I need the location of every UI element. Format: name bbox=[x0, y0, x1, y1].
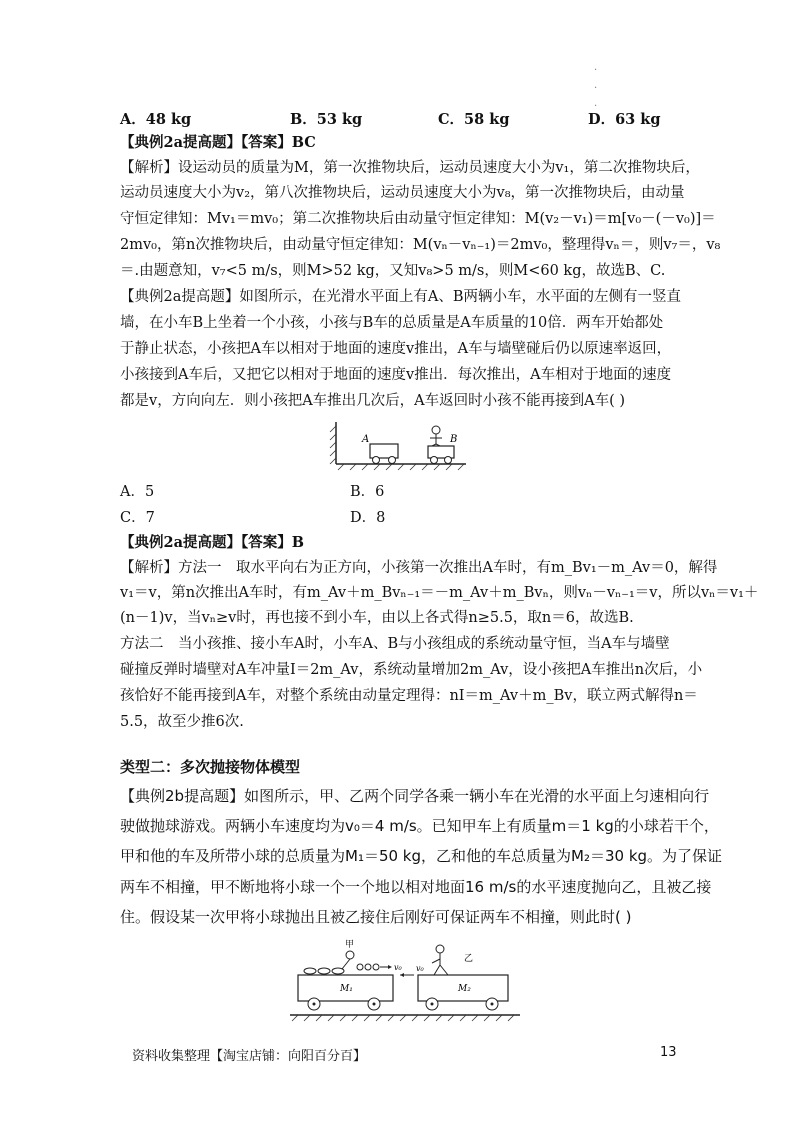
question-line: 甲和他的车及所带小球的总质量为M₁＝50 kg，乙和他的车总质量为M₂＝30 kg。为了保证 bbox=[120, 847, 723, 865]
ball-throw-figure bbox=[290, 935, 520, 1025]
analysis-line: 5.5，故至少推6次. bbox=[120, 714, 244, 730]
analysis-line: (n－1)v，当vₙ≥v时，再也接不到小车，由以上各式得n≥5.5，取n＝6，故选B. bbox=[120, 610, 634, 626]
question-line: 住。假设某一次甲将小球抛出且被乙接住后刚好可保证两车不相撞，则此时( ) bbox=[120, 908, 632, 926]
analysis-line: 碰撞反弹时墙壁对A车冲量I＝2m_Av，系统动量增加2m_Av，设小孩把A车推出n次后，小 bbox=[120, 662, 703, 678]
cart-b-label: B bbox=[450, 434, 458, 445]
analysis-line: 【解析】方法一 取水平向右为正方向，小孩第一次推出A车时，有m_Bv₁－m_Av＝0，解得 bbox=[120, 560, 718, 576]
analysis-line: 2mv₀，第n次推物块后，由动量守恒定律知：M(vₙ－vₙ₋₁)＝2mv₀，整理得vₙ＝，则v₇＝，v₈ bbox=[120, 237, 721, 253]
analysis-line: 孩恰好不能再接到A车，对整个系统由动量定理得：nI＝m_Av＋m_Bv，联立两式解得n＝ bbox=[120, 688, 698, 704]
cart-wall-figure bbox=[330, 420, 470, 472]
question-line: 于静止状态，小孩把A车以相对于地面的速度v推出，A车与墙壁碰后仍以原速率返回， bbox=[120, 341, 672, 357]
analysis-line: 方法二 当小孩推、接小车A时，小车A、B与小孩组成的系统动量守恒，当A车与墙壁 bbox=[120, 636, 670, 652]
option-c: C．58 kg bbox=[438, 111, 510, 128]
cart-a-label: A bbox=[362, 434, 370, 445]
question-line: 【典例2b提高题】如图所示，甲、乙两个同学各乘一辆小车在光滑的水平面上匀速相向行 bbox=[120, 787, 710, 805]
question-line: 墙，在小车B上坐着一个小孩，小孩与B车的总质量是A车质量的10倍．两车开始都处 bbox=[120, 315, 664, 331]
answer-header: 【典例2a提高题】【答案】BC bbox=[120, 134, 316, 151]
question-line: 小孩接到A车后，又把它以相对于地面的速度v推出．每次推出，A车相对于地面的速度 bbox=[120, 367, 672, 383]
margin-dot: . bbox=[594, 62, 598, 73]
person-yi-label: 乙 bbox=[464, 954, 474, 964]
analysis-line: 【解析】设运动员的质量为M，第一次推物块后，运动员速度大小为v₁，第二次推物块后， bbox=[120, 160, 700, 176]
analysis-line: v₁＝v，第n次推出A车时，有m_Av＋m_Bvₙ₋₁＝－m_Av＋m_Bvₙ，则vₙ－vₙ₋₁＝v，所以vₙ＝v₁＋ bbox=[120, 585, 759, 601]
analysis-line: ＝.由题意知，v₇<5 m/s，则M>52 kg，又知v₈>5 m/s，则M<60 kg，故选B、C. bbox=[120, 263, 666, 279]
analysis-line: 运动员速度大小为v₂，第八次推物块后，运动员速度大小为v₈，第一次推物块后，由动量 bbox=[120, 185, 685, 201]
option-d: D．8 bbox=[350, 510, 386, 526]
option-d: D．63 kg bbox=[588, 111, 661, 128]
mass-label-2: M₂ bbox=[458, 984, 471, 994]
analysis-line: 守恒定律知：Mv₁＝mv₀；第二次推物块后由动量守恒定律知：M(v₂－v₁)＝m[v₀－(－v₀)]＝ bbox=[120, 211, 716, 227]
option-a: A．48 kg bbox=[120, 111, 192, 128]
question-line: 驶做抛球游戏。两辆小车速度均为v₀＝4 m/s。已知甲车上有质量m＝1 kg的小球若干个， bbox=[120, 817, 719, 835]
person-jia-label: 甲 bbox=[345, 940, 355, 950]
option-b: B．6 bbox=[350, 484, 385, 500]
margin-dot: . bbox=[594, 80, 598, 91]
mass-label-1: M₁ bbox=[340, 984, 353, 994]
option-a: A．5 bbox=[120, 484, 155, 500]
answer-header: 【典例2a提高题】【答案】B bbox=[120, 534, 304, 551]
velocity-label-1: v₀ bbox=[394, 963, 402, 972]
page-number: 13 bbox=[660, 1045, 677, 1060]
footer-source: 资料收集整理【淘宝店铺：向阳百分百】 bbox=[132, 1049, 367, 1064]
section-heading: 类型二：多次抛接物体模型 bbox=[120, 758, 301, 776]
question-line: 都是v，方向向左．则小孩把A车推出几次后，A车返回时小孩不能再接到A车( ) bbox=[120, 393, 626, 409]
option-c: C．7 bbox=[120, 510, 155, 526]
option-b: B．53 kg bbox=[290, 111, 363, 128]
question-line: 【典例2a提高题】如图所示，在光滑水平面上有A、B两辆小车，水平面的左侧有一竖直 bbox=[120, 289, 681, 305]
margin-dot: . bbox=[594, 98, 598, 109]
question-line: 两车不相撞，甲不断地将小球一个一个地以相对地面16 m/s的水平速度抛向乙，且被乙接 bbox=[120, 878, 712, 896]
velocity-label-2: v₀ bbox=[416, 964, 424, 973]
